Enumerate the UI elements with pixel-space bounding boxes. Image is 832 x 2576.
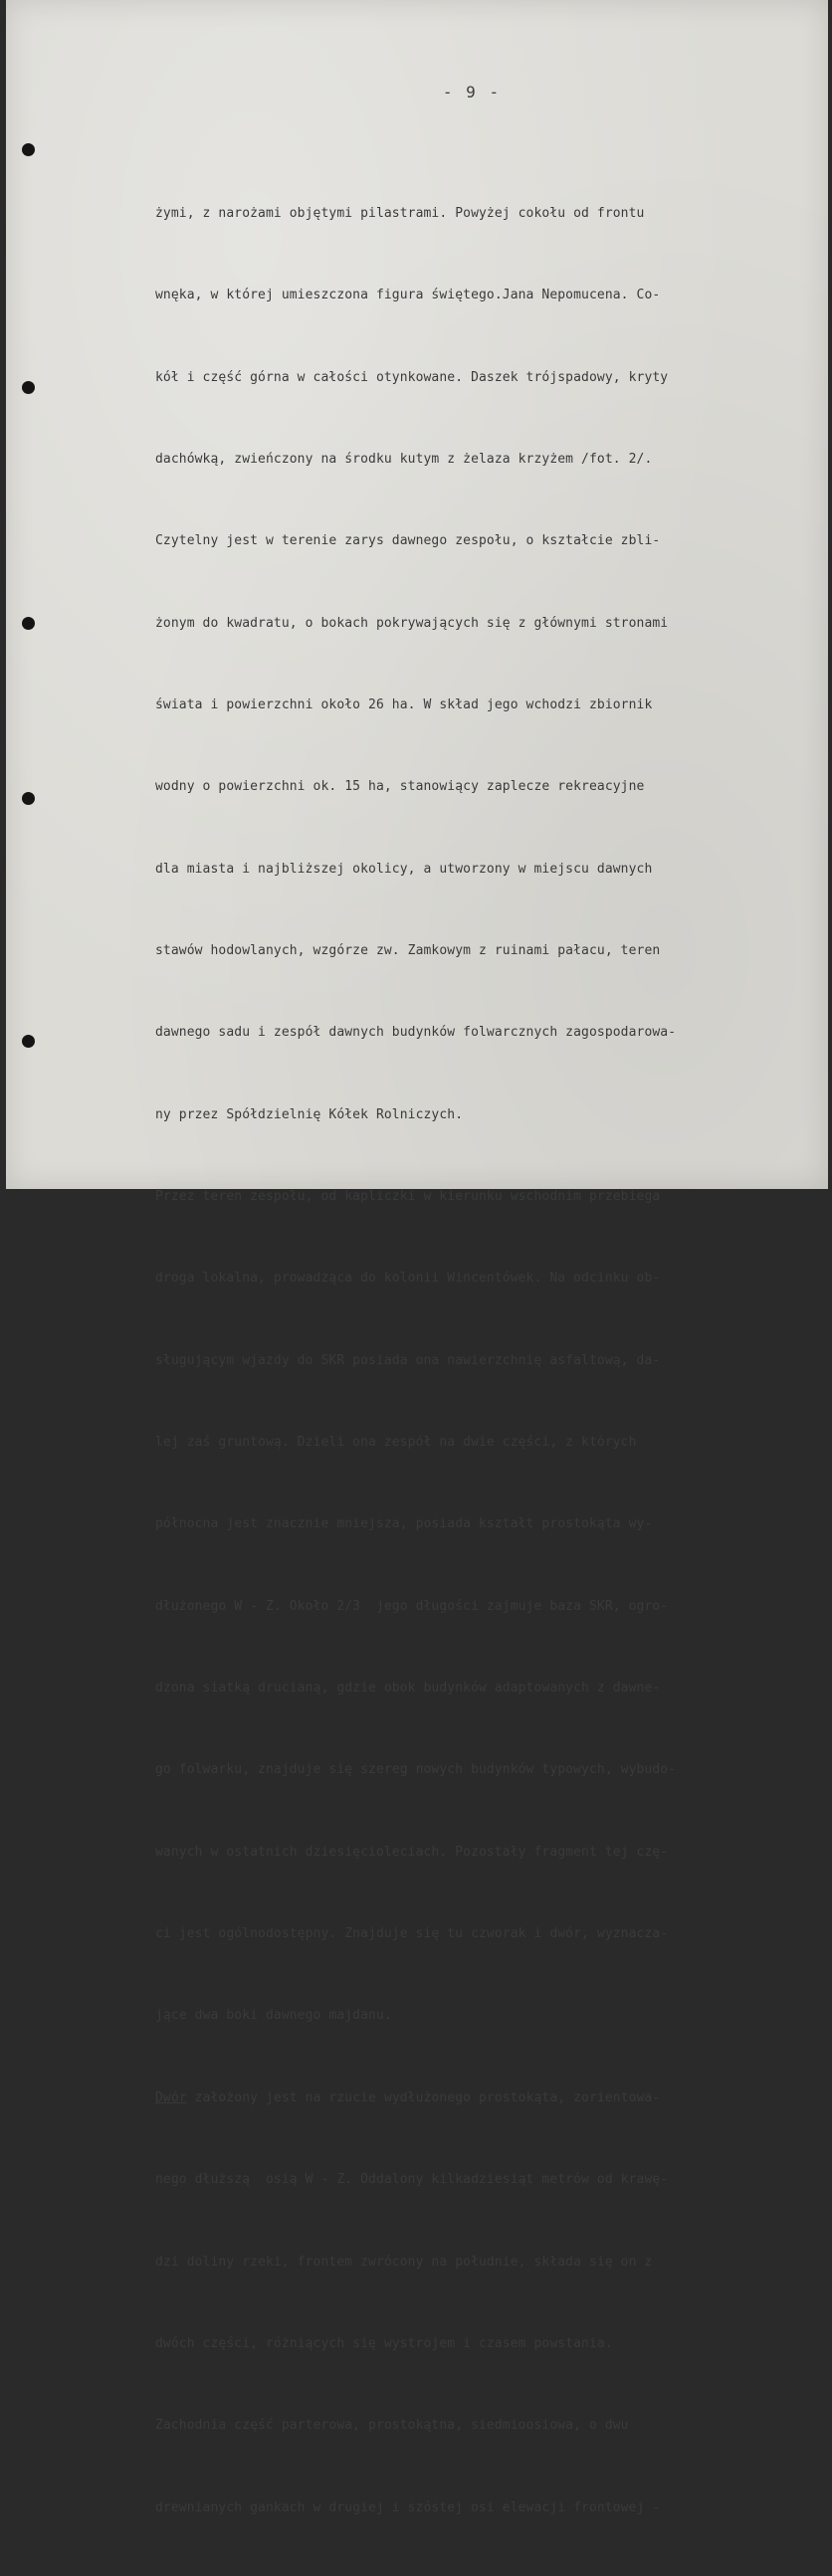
text-line: założony jest na rzucie wydłużonego prostokąta, zorientowa- bbox=[194, 2089, 661, 2105]
text-line: Czytelny jest w terenie zarys dawnego zespołu, o kształcie zbli- bbox=[155, 533, 661, 549]
punch-hole-icon bbox=[22, 143, 35, 156]
text-line: lej zaś gruntową. Dzieli ona zespół na dwie części, z których bbox=[155, 1435, 637, 1451]
page-number: - 9 - bbox=[442, 83, 502, 101]
document-page bbox=[6, 0, 828, 2515]
text-line: dawnego sadu i zespół dawnych budynków folwarcznych zagospodarowa- bbox=[155, 1025, 677, 1041]
text-line: go folwarku, znajduje się szereg nowych budynków typowych, wybudo- bbox=[155, 1762, 677, 1778]
text-line: żymi, z narożami objętymi pilastrami. Powyżej cokołu od frontu bbox=[155, 205, 645, 221]
text-line: Zachodnia część parterowa, prostokątna, siedmioosiowa, o dwu bbox=[155, 2418, 629, 2434]
text-line: wodny o powierzchni ok. 15 ha, stanowiący zaplecze rekreacyjne bbox=[155, 779, 645, 795]
text-line: droga lokalna, prowadząca do kolonii Wincentówek. Na odcinku ob- bbox=[155, 1271, 661, 1287]
punch-hole-icon bbox=[22, 1035, 35, 1048]
text-line: wnęka, w której umieszczona figura świętego.Jana Nepomucena. Co- bbox=[155, 288, 661, 303]
text-line: stawów hodowlanych, wzgórze zw. Zamkowym z ruinami pałacu, teren bbox=[155, 943, 661, 958]
text-line: dachówką, zwieńczony na środku kutym z żelaza krzyżem /fot. 2/. bbox=[155, 451, 653, 467]
text-line: nego dłuższą osią W - Z. Oddalony kilkadziesiąt metrów od krawę- bbox=[155, 2172, 669, 2188]
text-line-with-heading bbox=[155, 2084, 832, 2111]
text-line: dla miasta i najbliższej okolicy, a utworzony w miejscu dawnych bbox=[155, 861, 653, 877]
punch-hole-icon bbox=[22, 617, 35, 630]
text-line: drewnianych gankach w drugiej i szóstej osi elewacji frontowej - bbox=[155, 2499, 661, 2515]
text-line: świata i powierzchni około 26 ha. W skład jego wchodzi zbiornik bbox=[155, 696, 653, 712]
text-line: żonym do kwadratu, o bokach pokrywających się z głównymi stronami bbox=[155, 615, 669, 631]
text-line: kół i część górna w całości otynkowane. Daszek trójspadowy, kryty bbox=[155, 369, 669, 385]
text-line: jące dwa boki dawnego majdanu. bbox=[155, 2008, 392, 2024]
text-line: ci jest ogólnodostępny. Znajduje się tu czworak i dwór, wyznacza- bbox=[155, 1926, 669, 1942]
text-line: wanych w ostatnich dziesięcioleciach. Pozostały fragment tej czę- bbox=[155, 1844, 669, 1860]
text-line: dwóch części, różniących się wystrojem i czasem powstania. bbox=[155, 2335, 613, 2351]
text-line: ny przez Spółdzielnię Kółek Rolniczych. bbox=[155, 1106, 464, 1122]
text-line: dzona siatką drucianą, gdzie obok budynków adaptowanych z dawne- bbox=[155, 1681, 661, 1696]
section-heading-word: Dwór bbox=[155, 2089, 187, 2105]
body-text bbox=[155, 145, 832, 2576]
punch-hole-icon bbox=[22, 381, 35, 394]
text-line: Przez teren zespołu, od kapliczki w kierunku wschodnim przebiega bbox=[155, 1189, 661, 1205]
text-line: dzi doliny rzeki, frontem zwrócony na południe, składa się on z bbox=[155, 2254, 653, 2270]
text-line: sługującym wjazdy do SKR posiada ona nawierzchnię asfaltową, da- bbox=[155, 1352, 661, 1368]
text-line: północna jest znacznie mniejsza, posiada kształt prostokąta wy- bbox=[155, 1516, 653, 1532]
punch-hole-icon bbox=[22, 792, 35, 805]
text-line: dłużonego W - Z. Około 2/3 jego długości zajmuje baza SKR, ogro- bbox=[155, 1598, 669, 1614]
